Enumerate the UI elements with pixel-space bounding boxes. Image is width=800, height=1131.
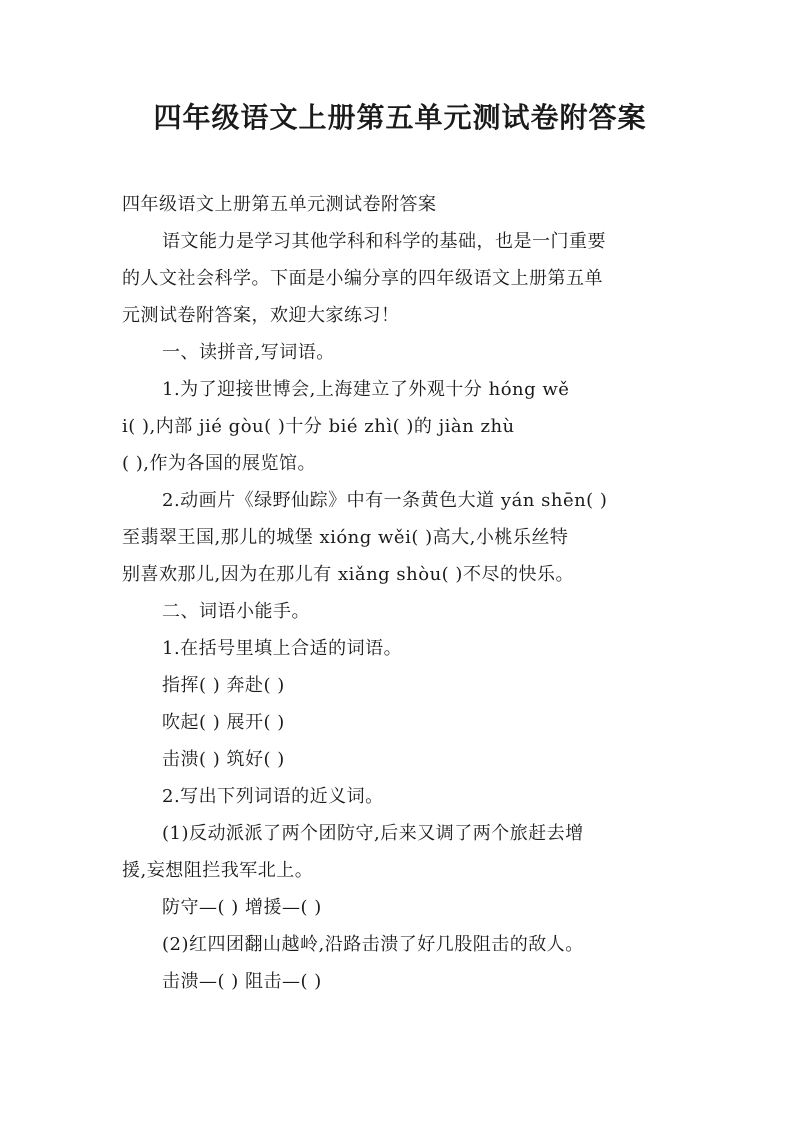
- intro-line: 元测试卷附答案，欢迎大家练习！: [122, 305, 400, 326]
- document-body: [122, 186, 688, 1000]
- question-line: 2.写出下列词语的近义词。: [162, 786, 384, 807]
- word-pair-line: 吹起( ) 展开( ): [162, 712, 285, 733]
- question-line: ( ),作为各国的展览馆。: [122, 453, 316, 474]
- word-pair-line: 击溃( ) 筑好( ): [162, 749, 285, 770]
- question-line: i( ),内部 jié gòu( )十分 bié zhì( )的 jiàn zhù: [122, 416, 515, 437]
- question-line: 2.动画片《绿野仙踪》中有一条黄色大道 yán shēn( ): [162, 490, 608, 511]
- word-pair-line: 击溃—( ) 阻击—( ): [162, 971, 322, 992]
- question-line: 援,妄想阻拦我军北上。: [122, 860, 314, 881]
- word-pair-line: 指挥( ) 奔赴( ): [162, 675, 285, 696]
- question-line: 至翡翠王国,那儿的城堡 xióng wěi( )高大,小桃乐丝特: [122, 527, 569, 548]
- section-heading: 二、词语小能手。: [162, 601, 310, 622]
- section-heading: 一、读拼音,写词语。: [162, 342, 335, 363]
- question-line: (1)反动派派了两个团防守,后来又调了两个旅赶去增: [162, 823, 584, 844]
- question-line: 1.在括号里填上合适的词语。: [162, 638, 403, 659]
- document-title: 四年级语文上册第五单元测试卷附答案: [153, 101, 647, 134]
- question-line: (2)红四团翻山越岭,沿路击溃了好几股阻击的敌人。: [162, 934, 584, 955]
- intro-line: 语文能力是学习其他学科和科学的基础，也是一门重要: [162, 231, 606, 252]
- question-line: 别喜欢那儿,因为在那儿有 xiǎng shòu( )不尽的快乐。: [122, 564, 574, 585]
- question-line: 1.为了迎接世博会,上海建立了外观十分 hóng wě: [162, 379, 570, 400]
- subtitle-line: 四年级语文上册第五单元测试卷附答案: [122, 194, 437, 215]
- word-pair-line: 防守—( ) 增援—( ): [162, 897, 322, 918]
- intro-line: 的人文社会科学。下面是小编分享的四年级语文上册第五单: [122, 268, 603, 289]
